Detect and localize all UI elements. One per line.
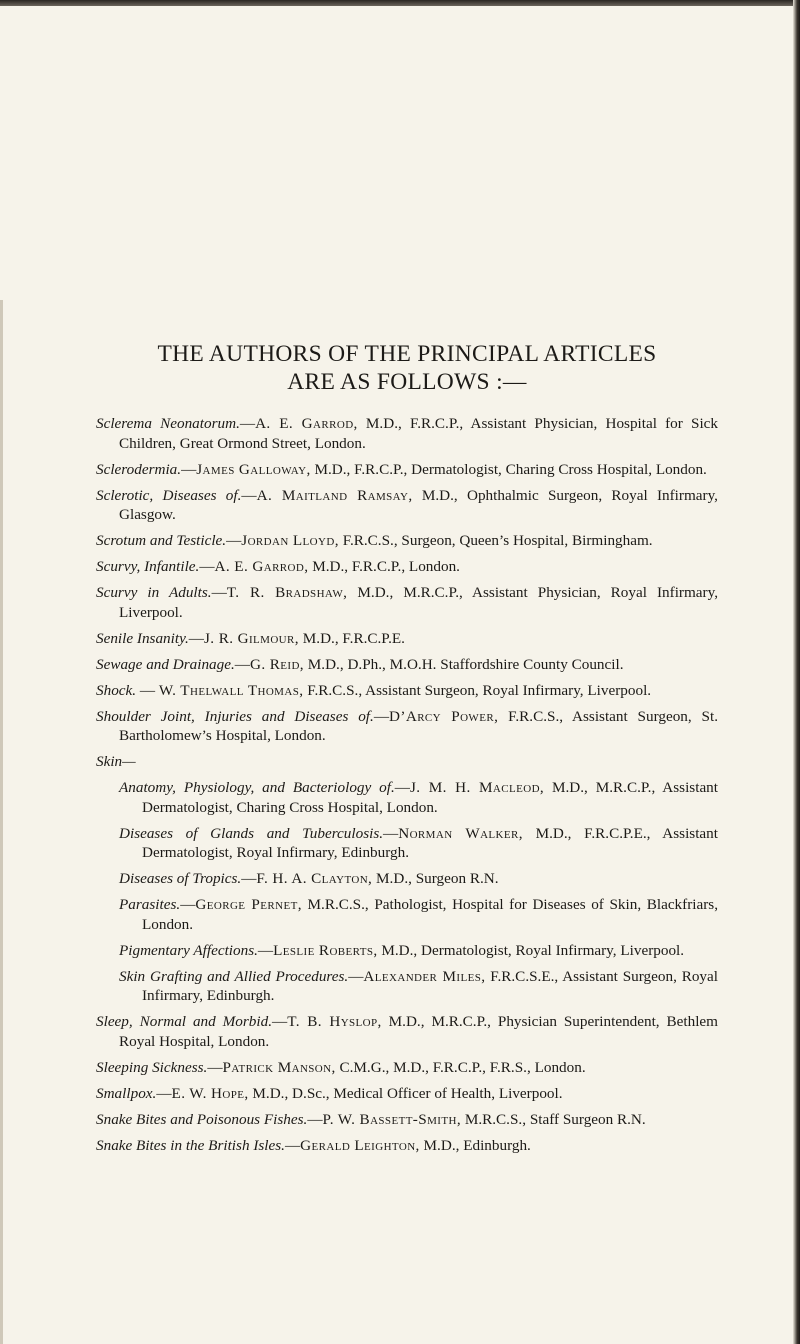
top-edge-shadow: [0, 0, 800, 6]
article-entry: [96, 1012, 718, 1051]
article-entry: [96, 531, 718, 551]
entry-author: A. Maitland Ramsay,: [256, 486, 413, 504]
entry-topic: Anatomy, Physiology, and Bacteriology of.: [119, 779, 395, 796]
entry-separator: —: [211, 584, 227, 601]
article-entry: [96, 707, 718, 746]
entry-author: A. E. Garrod,: [255, 415, 358, 432]
entry-topic: Snake Bites and Poisonous Fishes.: [96, 1110, 308, 1128]
right-edge-shadow: [793, 0, 800, 1344]
article-entry: [96, 1058, 718, 1078]
entry-description: M.D., Dermatologist, Royal Infirmary, Liverpool.: [377, 941, 685, 959]
article-entry: [119, 967, 718, 1006]
entry-topic: Senile Insanity.: [96, 629, 189, 647]
entry-author: T. B. Hyslop,: [287, 1013, 382, 1030]
entries-list-continued: [96, 1012, 718, 1155]
entry-author: George Pernet,: [195, 896, 302, 913]
entry-topic: Diseases of Glands and Tuberculosis.: [119, 824, 384, 842]
entry-topic: Scurvy, Infantile.: [96, 558, 200, 575]
entry-separator: —: [348, 967, 364, 985]
entry-topic: Sclerema Neonatorum.: [96, 415, 240, 432]
skin-subentries-list: [119, 778, 718, 1006]
entry-separator: —: [199, 558, 215, 575]
entry-separator: —: [136, 681, 159, 699]
entry-author: Gerald Leighton,: [300, 1136, 420, 1154]
article-entry: [96, 1136, 718, 1156]
entry-description: F.R.C.S., Assistant Surgeon, St. Bartholomew’s Hospital, London.: [119, 707, 718, 744]
entry-separator: —: [257, 941, 274, 959]
article-entry: [96, 460, 718, 480]
entry-separator: —: [226, 532, 242, 549]
entry-description: F.R.C.S., Surgeon, Queen’s Hospital, Birmingham.: [338, 532, 653, 549]
entry-separator: —: [373, 707, 389, 725]
entry-separator: —: [181, 460, 197, 478]
page-title: [96, 340, 718, 396]
entry-topic: Sleeping Sickness.: [96, 1058, 208, 1076]
entry-description: F.R.C.S.E., Assistant Surgeon, Royal Infirmary, Edinburgh.: [142, 967, 718, 1004]
entry-author: D’Arcy Power,: [389, 707, 499, 725]
article-entry: [96, 1084, 718, 1104]
entry-description: C.M.G., M.D., F.R.C.P., F.R.S., London.: [335, 1058, 586, 1076]
entry-topic: Parasites.: [119, 896, 181, 913]
entry-topic: Pigmentary Affections.: [119, 941, 258, 959]
article-entry: [96, 414, 718, 453]
entry-description: M.D., F.R.C.P., Assistant Physician, Hospital for Sick Children, Great Ormond Street, London.: [119, 415, 719, 452]
entry-author: Patrick Manson,: [222, 1058, 336, 1076]
entry-separator: —: [188, 629, 204, 647]
entry-description: M.D., D.Ph., M.O.H. Staffordshire County Council.: [303, 655, 624, 673]
entry-description: M.R.C.S., Staff Surgeon R.N.: [461, 1110, 646, 1128]
article-entry: [96, 583, 718, 622]
entry-description: M.D., F.R.C.P., London.: [308, 558, 460, 575]
entry-topic: Snake Bites in the British Isles.: [96, 1136, 285, 1154]
entry-author: A. E. Garrod,: [214, 558, 309, 575]
entry-topic: Shoulder Joint, Injuries and Diseases of.: [96, 707, 374, 725]
article-entry: [119, 941, 718, 961]
entry-description: M.D., F.R.C.P.E., Assistant Dermatologist, Royal Infirmary, Edinburgh.: [142, 824, 718, 861]
article-entry: [96, 681, 718, 701]
article-entry: [119, 895, 718, 934]
entry-topic: Scurvy in Adults.: [96, 584, 212, 601]
entry-description: M.D., M.R.C.P., Assistant Dermatologist, Charing Cross Hospital, London.: [142, 779, 718, 816]
title-line-1: THE AUTHORS OF THE PRINCIPAL ARTICLES: [157, 341, 657, 367]
entry-separator: —: [394, 779, 410, 796]
article-entry: [119, 824, 718, 863]
entry-author: Leslie Roberts,: [273, 941, 378, 959]
entry-topic: Skin Grafting and Allied Procedures.: [119, 967, 349, 985]
entry-topic: Sclerodermia.: [96, 460, 182, 478]
entry-author: E. W. Hope,: [171, 1084, 249, 1102]
entry-separator: —: [234, 655, 250, 673]
entry-separator: —: [241, 486, 257, 504]
entry-author: Alexander Miles,: [363, 967, 486, 985]
entry-author: T. R. Bradshaw,: [226, 584, 348, 601]
left-edge-shadow: [0, 300, 3, 1344]
entry-description: M.D., F.R.C.P.E.: [298, 629, 405, 647]
entry-separator: —: [207, 1058, 223, 1076]
entry-topic: Sclerotic, Diseases of.: [96, 486, 242, 504]
entry-separator: —: [239, 415, 256, 432]
skin-heading: [96, 752, 718, 772]
entry-separator: —: [284, 1136, 301, 1154]
entry-description: M.D., M.R.C.P., Physician Superintendent, Bethlem Royal Hospital, London.: [119, 1013, 718, 1050]
entry-description: M.D., D.Sc., Medical Officer of Health, Liverpool.: [248, 1084, 563, 1102]
entry-author: J. R. Gilmour,: [203, 629, 299, 647]
entry-author: F. H. A. Clayton,: [256, 870, 373, 887]
entry-author: P. W. Bassett-Smith,: [322, 1110, 462, 1128]
entry-separator: —: [180, 896, 196, 913]
entry-separator: —: [272, 1013, 288, 1030]
entry-description: M.D., F.R.C.P., Dermatologist, Charing Cross Hospital, London.: [310, 460, 707, 478]
entry-description: M.R.C.S., Pathologist, Hospital for Diseases of Skin, Blackfriars, London.: [142, 896, 718, 933]
entry-description: M.D., Ophthalmic Surgeon, Royal Infirmary, Glasgow.: [119, 486, 718, 523]
entry-topic: Skin—: [96, 753, 136, 770]
entry-author: G. Reid,: [249, 655, 304, 673]
article-entry: [96, 655, 718, 675]
entry-description: M.D., M.R.C.P., Assistant Physician, Royal Infirmary, Liverpool.: [119, 584, 718, 621]
entry-separator: —: [307, 1110, 323, 1128]
entry-separator: —: [383, 824, 399, 842]
entry-topic: Shock.: [96, 681, 137, 699]
page-content: [96, 340, 718, 1162]
title-line-2: ARE AS FOLLOWS :—: [287, 369, 527, 395]
entry-author: Norman Walker,: [398, 824, 523, 842]
article-entry: [96, 629, 718, 649]
entry-topic: Scrotum and Testicle.: [96, 532, 227, 549]
entry-topic: Sleep, Normal and Morbid.: [96, 1013, 273, 1030]
entry-separator: —: [241, 870, 257, 887]
entry-author: J. M. H. Macleod,: [409, 779, 545, 796]
article-entry: [119, 869, 718, 889]
entry-description: F.R.C.S., Assistant Surgeon, Royal Infirmary, Liverpool.: [303, 681, 652, 699]
article-entry: [96, 486, 718, 525]
entry-author: James Galloway,: [196, 460, 311, 478]
entry-author: Jordan Lloyd,: [241, 532, 339, 549]
article-entry: [119, 778, 718, 817]
entries-list: [96, 414, 718, 746]
article-entry: [96, 1110, 718, 1130]
entry-topic: Sewage and Drainage.: [96, 655, 235, 673]
entry-topic: Diseases of Tropics.: [119, 870, 242, 887]
entry-description: M.D., Edinburgh.: [419, 1136, 531, 1154]
entry-author: W. Thelwall Thomas,: [158, 681, 304, 699]
entry-description: M.D., Surgeon R.N.: [372, 870, 499, 887]
article-entry: [96, 557, 718, 577]
entry-separator: —: [156, 1084, 172, 1102]
entry-topic: Smallpox.: [96, 1084, 157, 1102]
